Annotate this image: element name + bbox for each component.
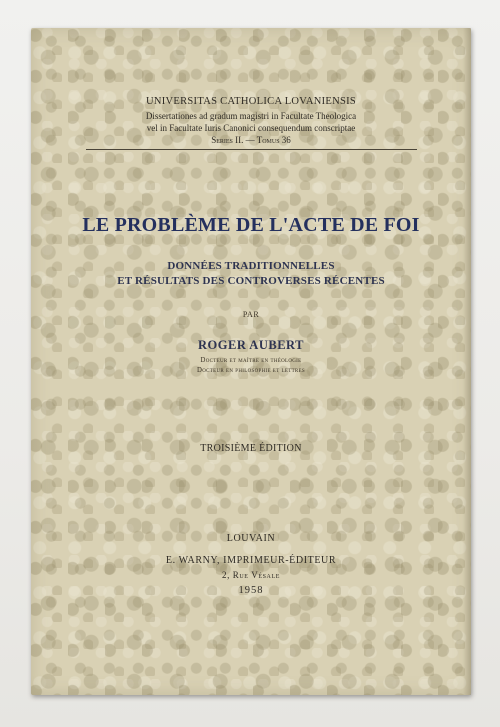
dissertation-line-2: vel in Facultate Iuris Canonici consequendum conscriptae [146, 123, 356, 133]
author-name: ROGER AUBERT [198, 338, 304, 352]
subtitle-line-2: ET RÉSULTATS DES CONTROVERSES RÉCENTES [117, 275, 385, 287]
institution-name: UNIVERSITAS CATHOLICA LOVANIENSIS [145, 96, 357, 107]
by-label: PAR [242, 310, 260, 319]
book-cover [31, 28, 471, 695]
publication-year: 1958 [238, 585, 264, 596]
author-degree-2: Docteur en philosophie et lettres [197, 367, 305, 374]
author-degree-1: Docteur et maître en théologie [200, 357, 302, 364]
header-divider [86, 149, 417, 150]
book-title: LE PROBLÈME DE L'ACTE DE FOI [82, 214, 420, 236]
edition: TROISIÈME ÉDITION [200, 443, 302, 454]
publisher-city: LOUVAIN [226, 533, 276, 544]
dissertation-line-1: Dissertationes ad gradum magistri in Facultate Theologica [145, 111, 357, 121]
publisher-address: 2, Rue Vésale [221, 570, 281, 580]
subtitle-line-1: DONNÉES TRADITIONNELLES [167, 260, 335, 272]
series-volume: Series II. — Tomus 36 [211, 135, 291, 145]
publisher-name: E. WARNY, IMPRIMEUR-ÉDITEUR [165, 555, 337, 566]
